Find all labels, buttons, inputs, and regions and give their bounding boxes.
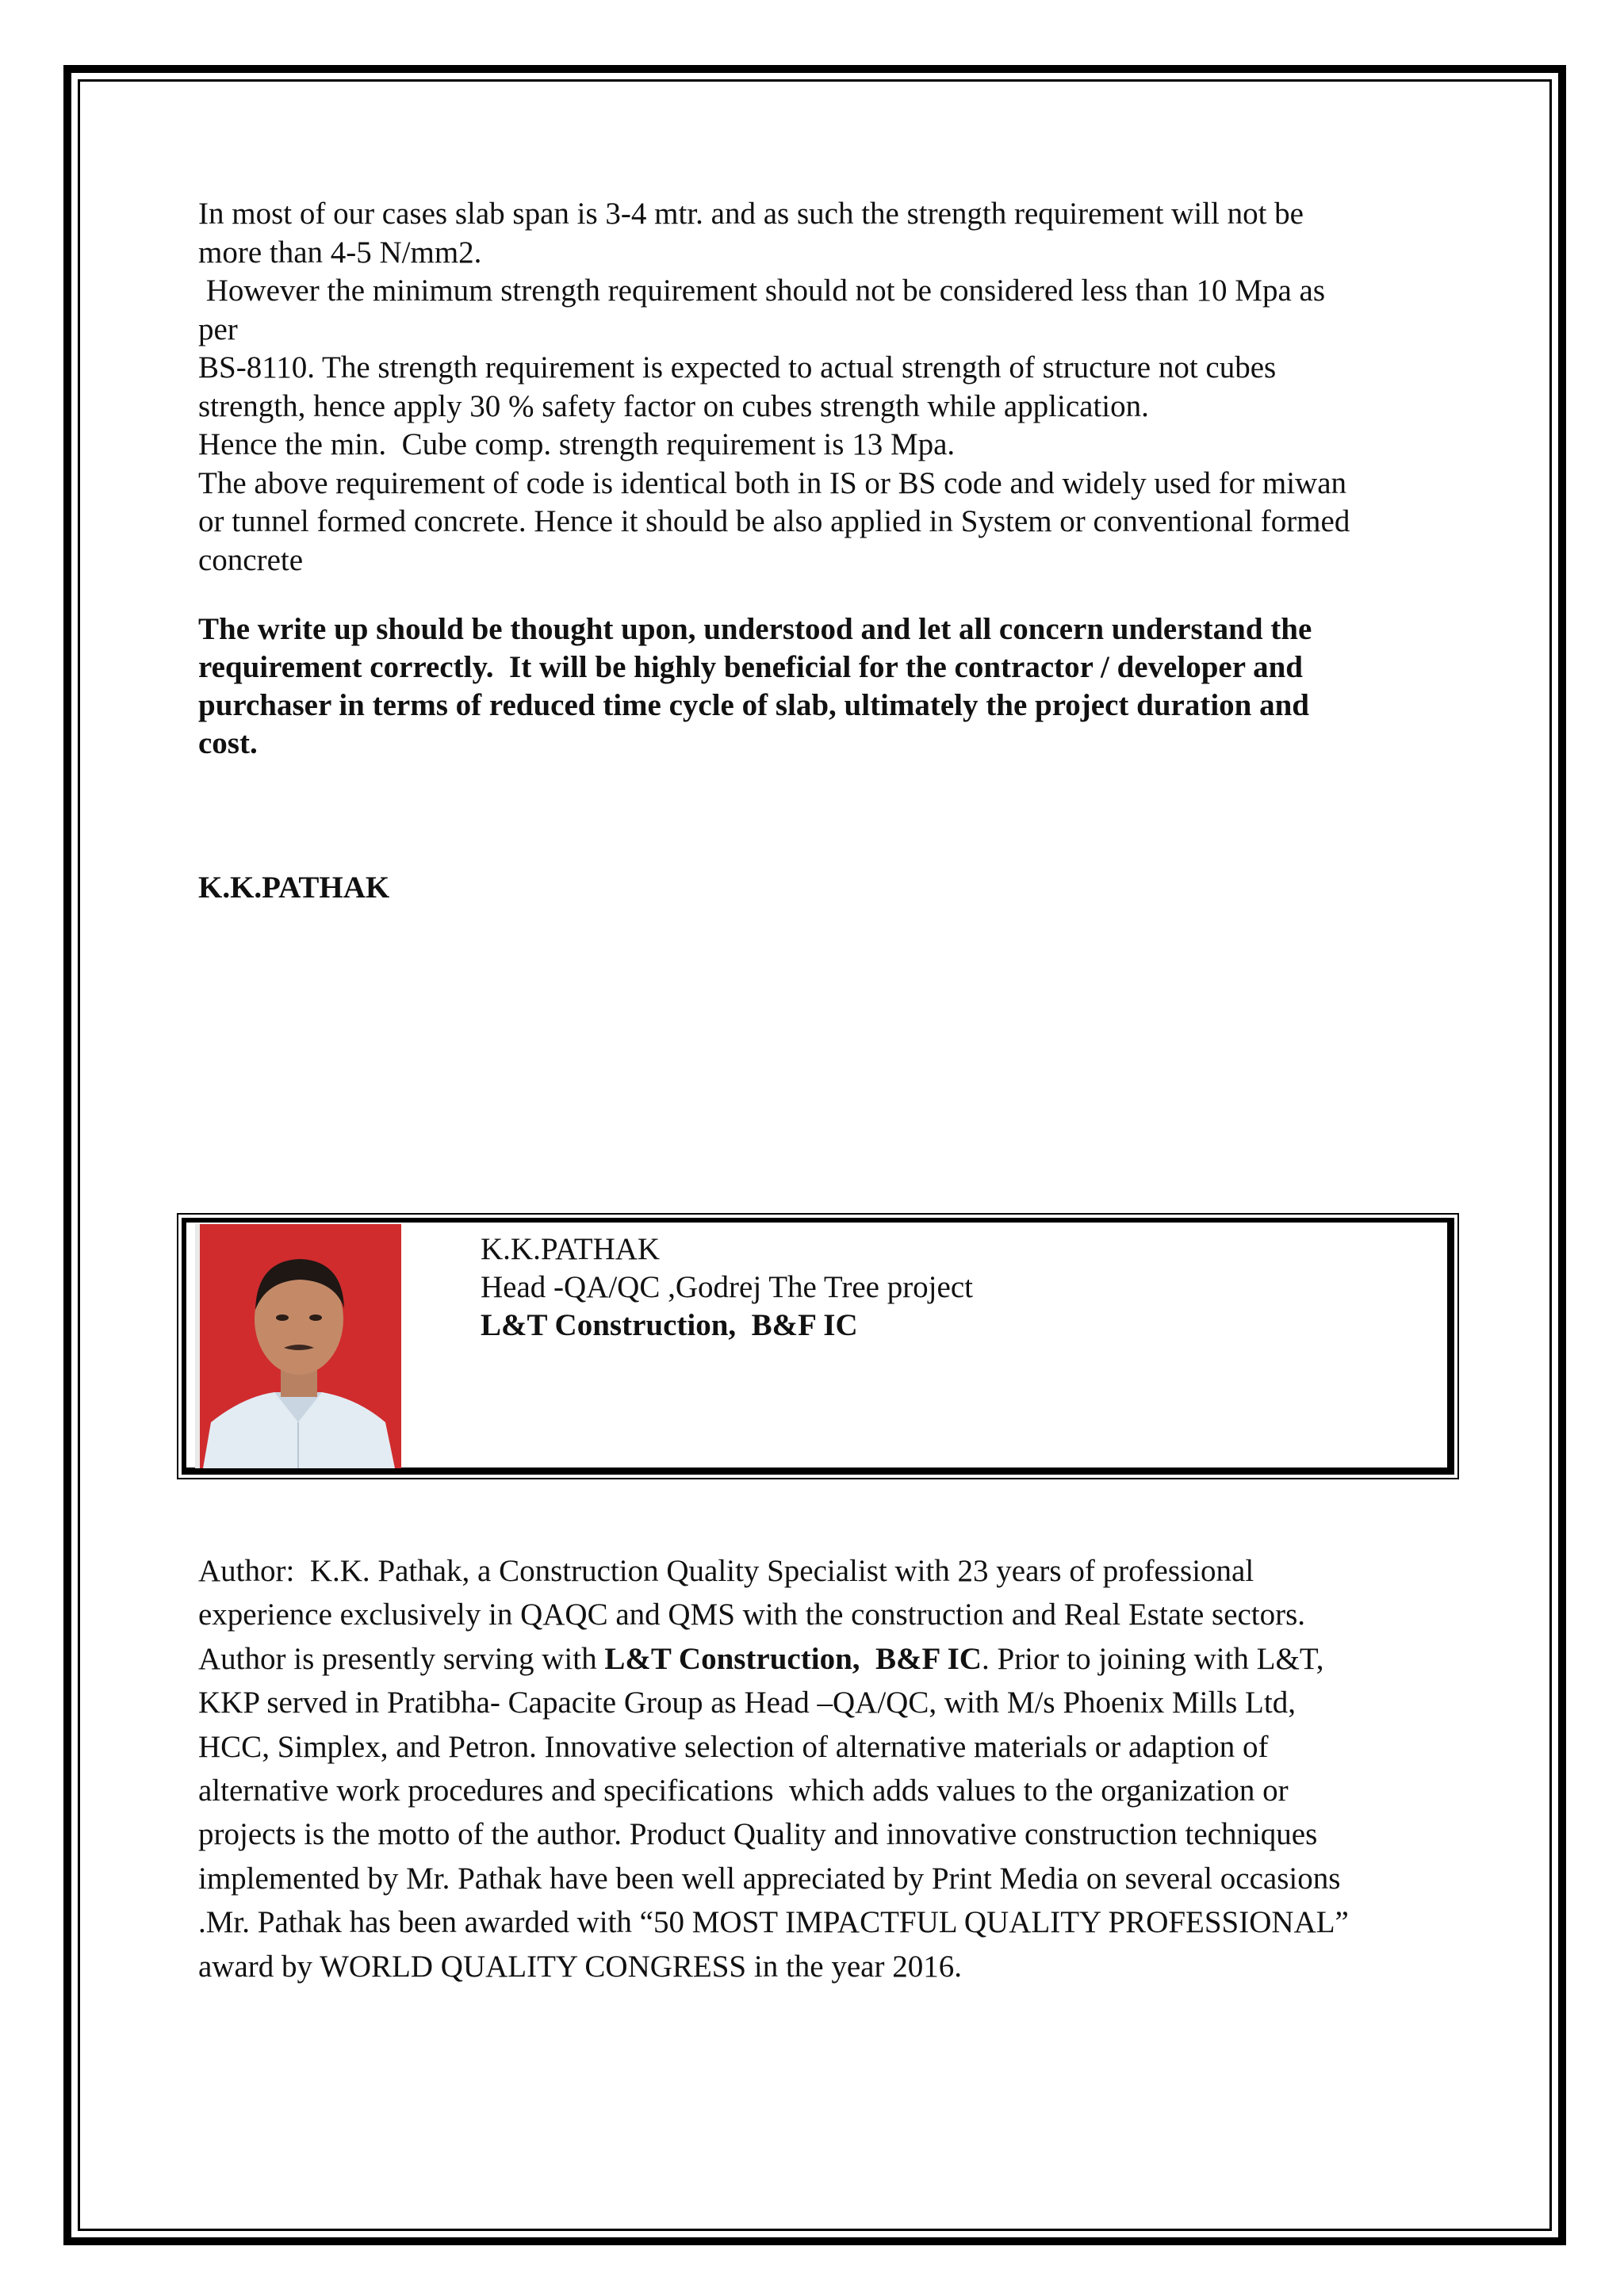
profile-name: K.K.PATHAK [481, 1232, 661, 1266]
bio-line: HCC, Simplex, and Petron. Innovative selection of alternative materials or adaption of [198, 1729, 1269, 1764]
bold-line: requirement correctly. It will be highly beneficial for the contractor / developer and [198, 650, 1303, 684]
bio-line: Author: K.K. Pathak, a Construction Quality Specialist with 23 years of professional [198, 1554, 1254, 1588]
body-line: strength, hence apply 30 % safety factor on cubes strength while application. [198, 388, 1149, 423]
bio-line: implemented by Mr. Pathak have been well appreciated by Print Media on several occasions [198, 1861, 1341, 1896]
body-line: per [198, 312, 238, 346]
profile-details [481, 1230, 973, 1345]
bio-line: alternative work procedures and specifications which adds values to the organization or [198, 1774, 1289, 1808]
bio-line [198, 1637, 1435, 1681]
bio-text: . Prior to joining with L&T, [981, 1641, 1324, 1676]
body-line: The above requirement of code is identical both in IS or BS code and widely used for miwan [198, 465, 1347, 500]
bio-text: Author is presently serving with [198, 1641, 605, 1676]
bio-line: experience exclusively in QAQC and QMS with the construction and Real Estate sectors. [198, 1598, 1306, 1632]
body-line: BS-8110. The strength requirement is expected to actual strength of structure not cubes [198, 350, 1277, 385]
bio-line: .Mr. Pathak has been awarded with “50 MOST IMPACTFUL QUALITY PROFESSIONAL” [198, 1905, 1349, 1940]
profile-company: L&T Construction, B&F IC [481, 1308, 858, 1342]
bio-line: award by WORLD QUALITY CONGRESS in the year 2016. [198, 1949, 962, 1984]
bold-line: cost. [198, 726, 258, 760]
body-line: However the minimum strength requirement should not be considered less than 10 Mpa as [198, 274, 1326, 308]
body-line: Hence the min. Cube comp. strength requirement is 13 Mpa. [198, 427, 956, 461]
bio-company-bold: L&T Construction, B&F IC [604, 1641, 982, 1676]
body-paragraph [198, 195, 1435, 580]
bold-line: The write up should be thought upon, understood and let all concern understand the [198, 612, 1312, 646]
author-signature: K.K.PATHAK [198, 871, 390, 905]
bold-paragraph [198, 610, 1435, 763]
body-line: concrete [198, 542, 304, 577]
body-line: or tunnel formed concrete. Hence it should be also applied in System or conventional formed [198, 504, 1350, 538]
bold-line: purchaser in terms of reduced time cycle of slab, ultimately the project duration and [198, 688, 1309, 722]
author-photo [195, 1224, 401, 1468]
bio-line: projects is the motto of the author. Product Quality and innovative construction techniques [198, 1817, 1318, 1852]
bio-line: KKP served in Pratibha- Capacite Group as Head –QA/QC, with M/s Phoenix Mills Ltd, [198, 1686, 1296, 1720]
body-line: In most of our cases slab span is 3-4 mtr. and as such the strength requirement will not be [198, 197, 1304, 231]
body-line: more than 4-5 N/mm2. [198, 235, 482, 270]
profile-title: Head -QA/QC ,Godrej The Tree project [481, 1270, 973, 1304]
author-bio [198, 1549, 1435, 1988]
